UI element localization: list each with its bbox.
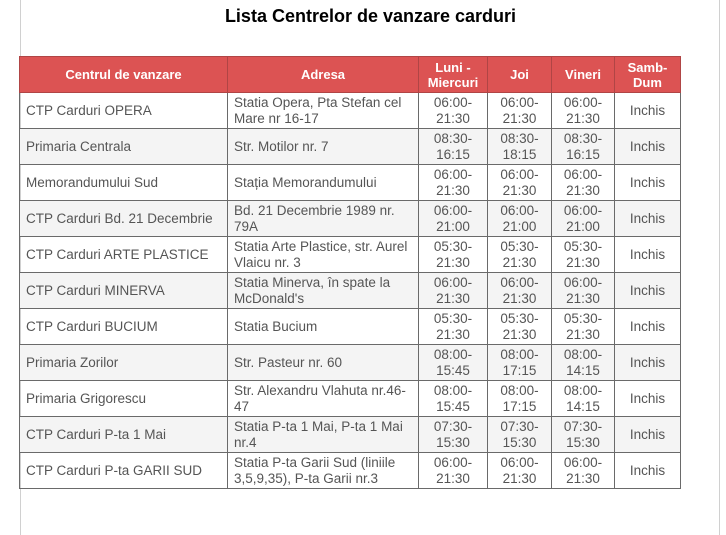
hours-fri: 06:00-21:30 [552, 273, 615, 309]
hours-mon-wed: 06:00-21:30 [419, 273, 488, 309]
header-fri: Vineri [552, 57, 615, 93]
hours-mon-wed: 08:00-15:45 [419, 345, 488, 381]
center-address: Statia Bucium [228, 309, 419, 345]
hours-mon-wed: 06:00-21:30 [419, 93, 488, 129]
header-center: Centrul de vanzare [20, 57, 228, 93]
center-name: CTP Carduri Bd. 21 Decembrie [20, 201, 228, 237]
table-row [20, 237, 681, 273]
hours-thu: 06:00-21:30 [488, 93, 552, 129]
center-name: CTP Carduri OPERA [20, 93, 228, 129]
center-name: CTP Carduri BUCIUM [20, 309, 228, 345]
center-name: Memorandumului Sud [20, 165, 228, 201]
hours-thu: 05:30-21:30 [488, 237, 552, 273]
hours-thu: 06:00-21:30 [488, 273, 552, 309]
center-name: CTP Carduri MINERVA [20, 273, 228, 309]
hours-weekend: Inchis [615, 165, 681, 201]
center-address: Statia Opera, Pta Stefan cel Mare nr 16-17 [228, 93, 419, 129]
hours-thu: 06:00-21:30 [488, 165, 552, 201]
center-name: Primaria Centrala [20, 129, 228, 165]
table-row [20, 93, 681, 129]
hours-fri: 06:00-21:30 [552, 165, 615, 201]
center-address: Stația Memorandumului [228, 165, 419, 201]
center-address: Statia P-ta 1 Mai, P-ta 1 Mai nr.4 [228, 417, 419, 453]
center-address: Statia P-ta Garii Sud (liniile 3,5,9,35), P-ta Garii nr.3 [228, 453, 419, 489]
hours-weekend: Inchis [615, 237, 681, 273]
center-address: Str. Pasteur nr. 60 [228, 345, 419, 381]
center-address: Bd. 21 Decembrie 1989 nr. 79A [228, 201, 419, 237]
hours-thu: 06:00-21:00 [488, 201, 552, 237]
sales-centers-table [19, 56, 681, 489]
header-thu: Joi [488, 57, 552, 93]
hours-weekend: Inchis [615, 201, 681, 237]
hours-fri: 05:30-21:30 [552, 309, 615, 345]
header-address: Adresa [228, 57, 419, 93]
table-row [20, 345, 681, 381]
hours-weekend: Inchis [615, 129, 681, 165]
hours-fri: 08:00-14:15 [552, 345, 615, 381]
header-weekend: Samb-Dum [615, 57, 681, 93]
table-row [20, 309, 681, 345]
table-row [20, 381, 681, 417]
hours-mon-wed: 05:30-21:30 [419, 237, 488, 273]
hours-weekend: Inchis [615, 345, 681, 381]
hours-mon-wed: 07:30-15:30 [419, 417, 488, 453]
center-address: Str. Alexandru Vlahuta nr.46-47 [228, 381, 419, 417]
center-name: CTP Carduri ARTE PLASTICE [20, 237, 228, 273]
table-row [20, 273, 681, 309]
hours-thu: 08:00-17:15 [488, 381, 552, 417]
hours-mon-wed: 06:00-21:30 [419, 453, 488, 489]
center-address: Str. Motilor nr. 7 [228, 129, 419, 165]
hours-thu: 08:00-17:15 [488, 345, 552, 381]
table-row [20, 201, 681, 237]
hours-thu: 05:30-21:30 [488, 309, 552, 345]
hours-fri: 06:00-21:00 [552, 201, 615, 237]
hours-thu: 06:00-21:30 [488, 453, 552, 489]
hours-weekend: Inchis [615, 93, 681, 129]
hours-weekend: Inchis [615, 309, 681, 345]
table-header-row [20, 57, 681, 93]
hours-fri: 05:30-21:30 [552, 237, 615, 273]
table-row [20, 417, 681, 453]
hours-thu: 07:30-15:30 [488, 417, 552, 453]
center-address: Statia Minerva, în spate la McDonald's [228, 273, 419, 309]
center-name: CTP Carduri P-ta 1 Mai [20, 417, 228, 453]
center-name: CTP Carduri P-ta GARII SUD [20, 453, 228, 489]
hours-weekend: Inchis [615, 453, 681, 489]
hours-mon-wed: 06:00-21:00 [419, 201, 488, 237]
table-row [20, 453, 681, 489]
center-address: Statia Arte Plastice, str. Aurel Vlaicu nr. 3 [228, 237, 419, 273]
hours-thu: 08:30-18:15 [488, 129, 552, 165]
hours-weekend: Inchis [615, 273, 681, 309]
center-name: Primaria Zorilor [20, 345, 228, 381]
hours-mon-wed: 08:00-15:45 [419, 381, 488, 417]
center-name: Primaria Grigorescu [20, 381, 228, 417]
hours-fri: 08:00-14:15 [552, 381, 615, 417]
table-row [20, 165, 681, 201]
hours-fri: 08:30-16:15 [552, 129, 615, 165]
hours-mon-wed: 08:30-16:15 [419, 129, 488, 165]
hours-weekend: Inchis [615, 417, 681, 453]
hours-mon-wed: 06:00-21:30 [419, 165, 488, 201]
hours-fri: 06:00-21:30 [552, 93, 615, 129]
page-title: Lista Centrelor de vanzare carduri [224, 6, 517, 26]
hours-fri: 07:30-15:30 [552, 417, 615, 453]
hours-fri: 06:00-21:30 [552, 453, 615, 489]
header-mon-wed: Luni - Miercuri [419, 57, 488, 93]
table-row [20, 129, 681, 165]
hours-mon-wed: 05:30-21:30 [419, 309, 488, 345]
hours-weekend: Inchis [615, 381, 681, 417]
